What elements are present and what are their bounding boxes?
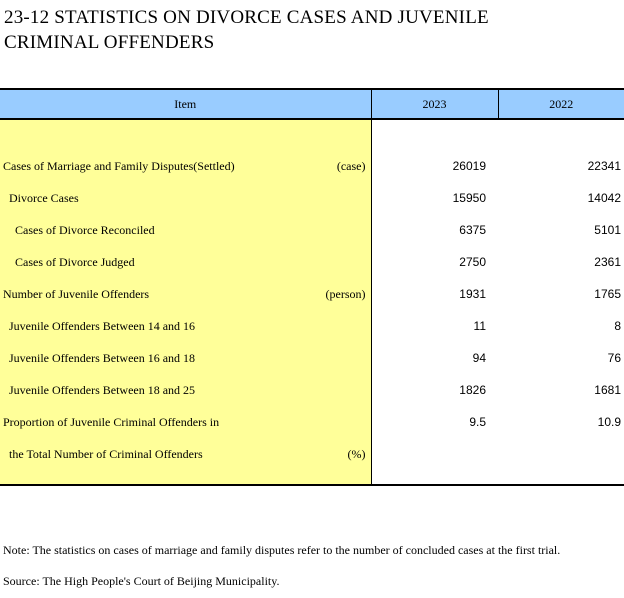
value-2022: 76 xyxy=(607,351,621,365)
row-label: Cases of Marriage and Family Disputes(Settled) xyxy=(3,158,235,173)
row-label: Proportion of Juvenile Criminal Offenders in xyxy=(3,414,220,429)
value-2023: 15950 xyxy=(452,191,486,205)
row-label: Juvenile Offenders Between 14 and 16 xyxy=(9,318,196,333)
row-label: Juvenile Offenders Between 16 and 18 xyxy=(9,350,196,365)
value-2023: 6375 xyxy=(459,223,486,237)
value-2023: 26019 xyxy=(452,159,486,173)
value-2023: 9.5 xyxy=(469,415,486,429)
row-unit: (case) xyxy=(336,158,366,173)
value-2022: 1681 xyxy=(594,383,621,397)
value-2023: 94 xyxy=(472,351,486,365)
table-row xyxy=(0,310,624,342)
header-2022: 2022 xyxy=(498,89,624,119)
title-line-2: CRIMINAL OFFENDERS xyxy=(4,32,215,53)
row-label: Cases of Divorce Judged xyxy=(15,254,135,269)
table-row xyxy=(0,342,624,374)
page-title xyxy=(4,5,604,55)
header-2023: 2023 xyxy=(371,89,498,119)
row-unit: (person) xyxy=(325,286,366,301)
row-label: Divorce Cases xyxy=(9,190,79,205)
table-row xyxy=(0,150,624,182)
table-row xyxy=(0,374,624,406)
table-row xyxy=(0,406,624,438)
row-label: Juvenile Offenders Between 18 and 25 xyxy=(9,382,196,397)
value-2023: 1931 xyxy=(459,287,486,301)
table-note: Note: The statistics on cases of marriage and family disputes refer to the number of concluded cases at the first trial. xyxy=(3,543,561,557)
row-label: the Total Number of Criminal Offenders xyxy=(9,446,203,461)
value-2022: 5101 xyxy=(594,223,621,237)
value-2023: 11 xyxy=(473,319,486,333)
row-label: Cases of Divorce Reconciled xyxy=(15,222,155,237)
value-2022: 8 xyxy=(614,319,621,333)
spacer-row xyxy=(0,119,624,150)
row-label: Number of Juvenile Offenders xyxy=(3,286,150,301)
header-item: Item xyxy=(0,89,371,119)
value-2022: 1765 xyxy=(594,287,621,301)
table-header-row xyxy=(0,89,624,119)
value-2022: 14042 xyxy=(587,191,621,205)
value-2023: 2750 xyxy=(459,255,486,269)
table-row xyxy=(0,438,624,485)
statistics-table xyxy=(0,88,624,486)
table-row xyxy=(0,246,624,278)
table-source: Source: The High People's Court of Beijing Municipality. xyxy=(3,574,280,588)
value-2022: 10.9 xyxy=(597,415,621,429)
value-2022: 22341 xyxy=(587,159,621,173)
table-row xyxy=(0,278,624,310)
table-row xyxy=(0,214,624,246)
value-2023 xyxy=(371,438,498,485)
title-line-1: 23-12 STATISTICS ON DIVORCE CASES AND JUVENILE xyxy=(4,7,489,28)
table-row xyxy=(0,182,624,214)
row-unit: (%) xyxy=(347,446,366,461)
value-2022: 2361 xyxy=(594,255,621,269)
value-2022 xyxy=(498,438,624,485)
value-2023: 1826 xyxy=(459,383,486,397)
